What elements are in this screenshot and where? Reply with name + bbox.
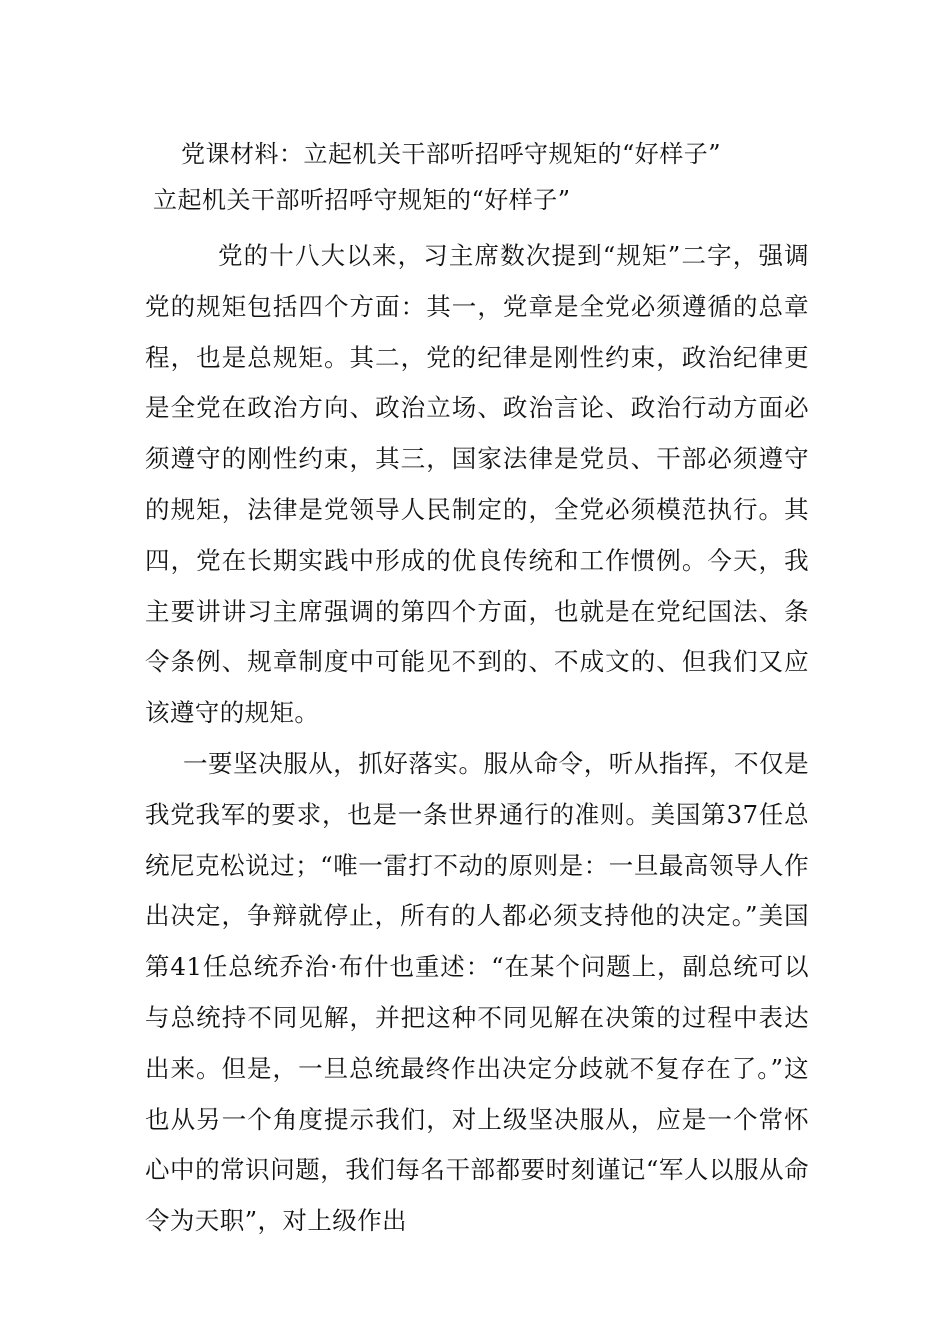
- document-body: [145, 231, 809, 1247]
- paragraph: 一要坚决服从，抓好落实。服从命令，听从指挥，不仅是我党我军的要求，也是一条世界通行的准则。美国第37任总统尼克松说过；“唯一雷打不动的原则是：一旦最高领导人作出决定，争辩就停止，所有的人都必须支持他的决定。”美国第41任总统乔治·布什也重述：“在某个问题上，副总统可以与总统持不同见解，并把这种不同见解在决策的过程中表达出来。但是，一旦总统最终作出决定分歧就不复存在了。”这也从另一个角度提示我们，对上级坚决服从，应是一个常怀心中的常识问题，我们每名干部都要时刻谨记“军人以服从命令为天职”，对上级作出: [145, 748, 809, 1236]
- paragraph: 党的十八大以来，习主席数次提到“规矩”二字，强调党的规矩包括四个方面：其一，党章是全党必须遵循的总章程，也是总规矩。其二，党的纪律是刚性约束，政治纪律更是全党在政治方向、政治立场、政治言论、政治行动方面必须遵守的刚性约束，其三，国家法律是党员、干部必须遵守的规矩，法律是党领导人民制定的，全党必须模范执行。其四，党在长期实践中形成的优良传统和工作惯例。今天，我主要讲讲习主席强调的第四个方面，也就是在党纪国法、条令条例、规章制度中可能见不到的、不成文的、但我们又应该遵守的规矩。: [145, 241, 809, 728]
- document-subtitle: 立起机关干部听招呼守规矩的“好样子”: [153, 186, 571, 214]
- document-title: 党课材料：立起机关干部听招呼守规矩的“好样子”: [181, 140, 722, 168]
